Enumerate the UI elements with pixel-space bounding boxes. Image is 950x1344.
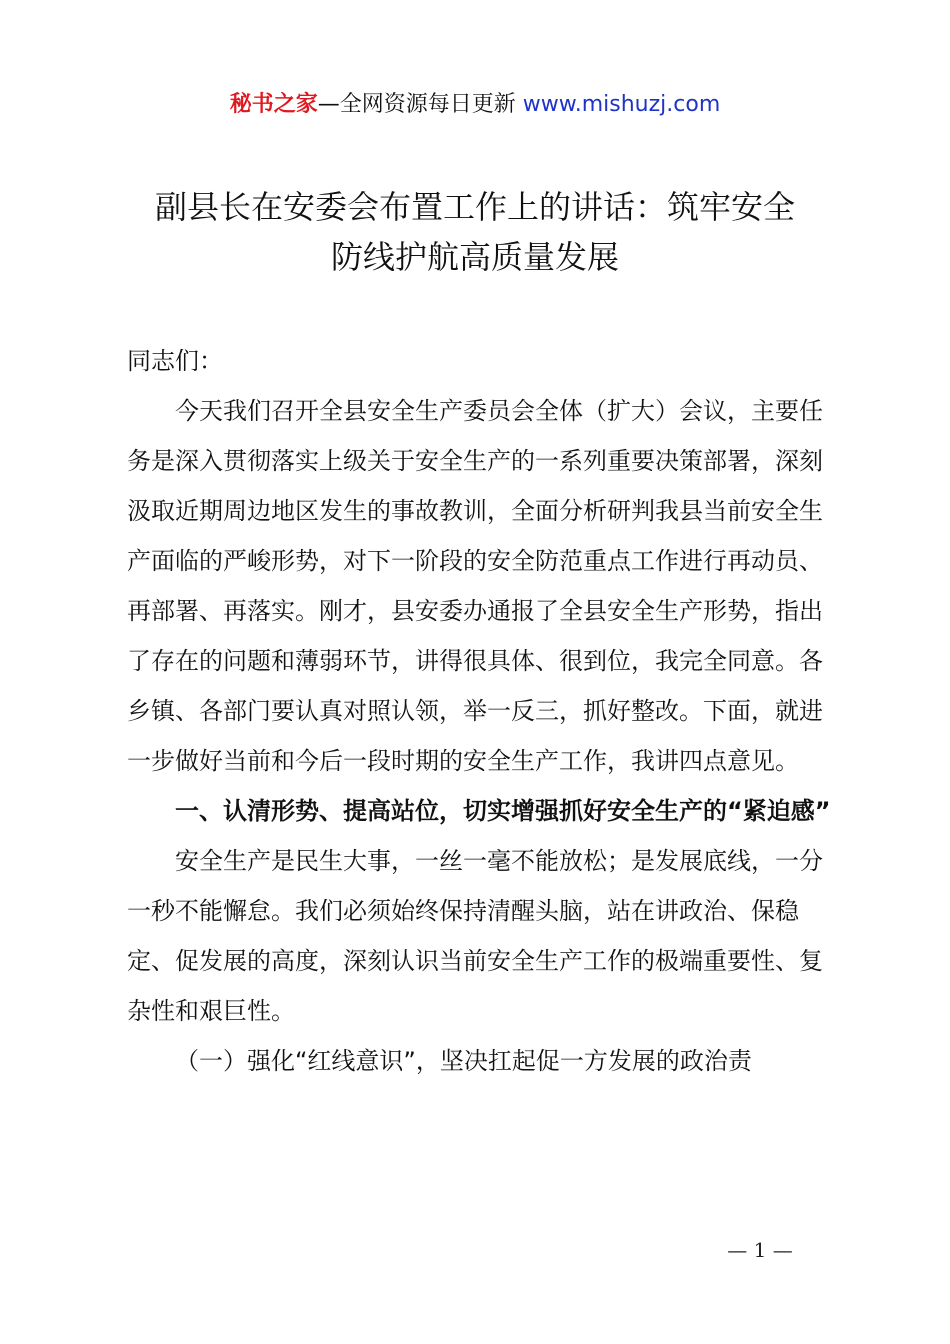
title-line-2: 防线护航高质量发展 <box>330 238 619 276</box>
paragraph-intro: 今天我们召开全县安全生产委员会全体（扩大）会议，主要任务是深入贯彻落实上级关于安全生产的一系列重要决策部署，深刻汲取近期周边地区发生的事故教训，全面分析研判我县当前安全生产面临的严峻形势，对下一阶段的安全防范重点工作进行再动员、再部署、再落实。刚才，县安委办通报了全县安全生产形势，指出了存在的问题和薄弱环节，讲得很具体、很到位，我完全同意。各乡镇、各部门要认真对照认领，举一反三，抓好整改。下面，就进一步做好当前和今后一段时期的安全生产工作，我讲四点意见。 <box>127 397 823 775</box>
document-body <box>127 336 837 1086</box>
site-brand: 秘书之家 <box>229 92 318 117</box>
document-title <box>100 182 850 282</box>
title-line-1: 副县长在安委会布置工作上的讲话：筑牢安全 <box>154 188 795 226</box>
subsection-heading-1: （一）强化“红线意识”，坚决扛起促一方发展的政治责 <box>175 1047 752 1075</box>
site-url-link[interactable]: www.mishuzj.com <box>522 92 721 117</box>
page-number: — 1 — <box>727 1238 793 1262</box>
section-heading-1: 一、认清形势、提高站位，切实增强抓好安全生产的“紧迫感” <box>175 797 831 825</box>
site-tagline: —全网资源每日更新 <box>317 92 523 117</box>
paragraph-section-1: 安全生产是民生大事，一丝一毫不能放松；是发展底线，一分一秒不能懈怠。我们必须始终保持清醒头脑，站在讲政治、保稳定、促发展的高度，深刻认识当前安全生产工作的极端重要性、复杂性和艰巨性。 <box>127 847 823 1025</box>
salutation: 同志们： <box>127 347 223 375</box>
site-banner <box>0 88 950 122</box>
